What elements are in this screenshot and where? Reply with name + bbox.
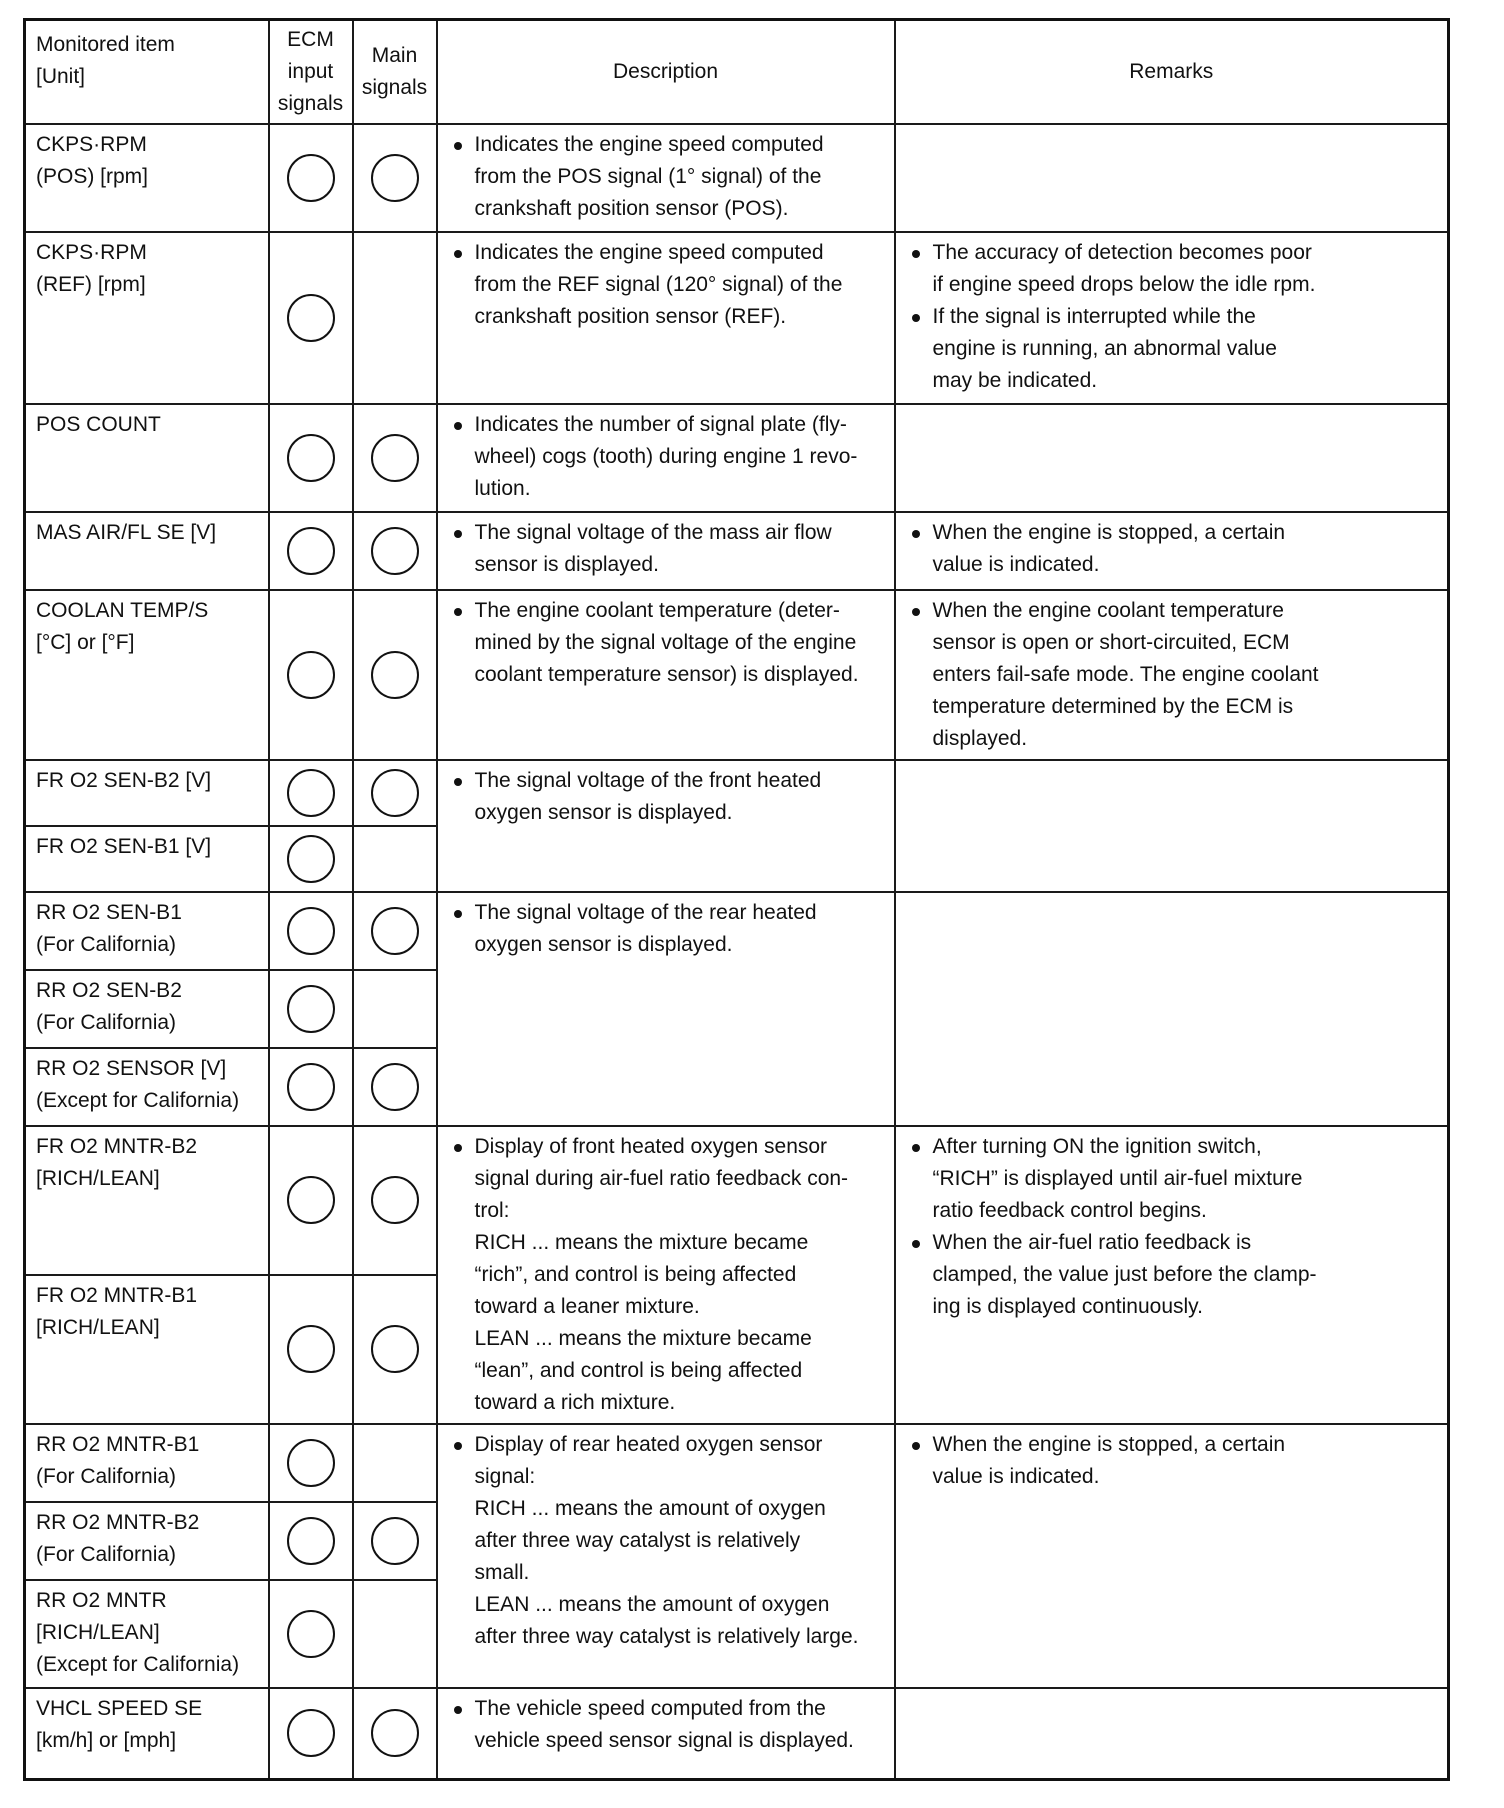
monitored-item-line: MAS AIR/FL SE [V]	[36, 520, 217, 544]
description-cell	[437, 590, 895, 760]
description-text-line: toward a leaner mixture.	[474, 1294, 700, 1318]
description-text-line: LEAN ... means the amount of oxygen	[474, 1592, 830, 1616]
remarks-list	[906, 1429, 1440, 1493]
remarks-text-line: temperature determined by the ECM is	[932, 694, 1294, 718]
main-signal-cell	[353, 1502, 437, 1580]
header-main-signals	[353, 20, 437, 124]
main-signal-cell	[353, 826, 437, 892]
monitored-item-cell	[25, 404, 269, 512]
description-bullet-item	[448, 409, 886, 505]
monitored-item-cell	[25, 1048, 269, 1126]
description-bullet-item	[448, 1693, 886, 1757]
description-bullet-item	[448, 237, 886, 333]
table-row	[25, 1688, 1449, 1780]
monitored-item-line: [km/h] or [mph]	[36, 1728, 177, 1752]
monitored-item-line: RR O2 MNTR-B1	[36, 1432, 200, 1456]
ecm-input-signal-circle-icon	[287, 1439, 335, 1487]
description-list	[448, 595, 886, 691]
main-signal-cell	[353, 1126, 437, 1275]
ecm-input-signal-cell	[269, 892, 353, 970]
description-text-line: Indicates the engine speed computed	[474, 240, 824, 264]
description-text-line: from the REF signal (120° signal) of the	[474, 272, 843, 296]
description-text-line: signal during air-fuel ratio feedback con-	[474, 1166, 849, 1190]
table-row	[25, 124, 1449, 232]
monitored-item-cell	[25, 892, 269, 970]
remarks-text-line: When the air-fuel ratio feedback is	[932, 1230, 1252, 1254]
monitored-item-cell	[25, 512, 269, 590]
monitored-item-line: RR O2 SEN-B2	[36, 978, 182, 1002]
description-list	[448, 1429, 886, 1653]
remarks-cell	[895, 512, 1449, 590]
description-text-line: The vehicle speed computed from the	[474, 1696, 826, 1720]
table-row	[25, 892, 1449, 970]
table-row	[25, 760, 1449, 826]
remarks-text-line: may be indicated.	[932, 368, 1098, 392]
monitored-item-cell	[25, 970, 269, 1048]
ecm-input-signal-circle-icon	[287, 1517, 335, 1565]
monitored-item-line: FR O2 MNTR-B2	[36, 1134, 198, 1158]
remarks-text-line: After turning ON the ignition switch,	[932, 1134, 1262, 1158]
description-bullet-item	[448, 897, 886, 961]
remarks-text-line: ing is displayed continuously.	[932, 1294, 1203, 1318]
header-ecm-line: ECM	[287, 27, 334, 51]
ecm-input-signal-cell	[269, 512, 353, 590]
description-cell	[437, 892, 895, 1126]
ecm-input-signal-circle-icon	[287, 1325, 335, 1373]
remarks-text-line: When the engine is stopped, a certain	[932, 1432, 1286, 1456]
remarks-bullet-item	[906, 1131, 1440, 1227]
monitored-item-line: RR O2 MNTR-B2	[36, 1510, 200, 1534]
monitored-item-cell	[25, 1580, 269, 1688]
monitored-item-cell	[25, 124, 269, 232]
description-list	[448, 237, 886, 333]
monitored-item-cell	[25, 760, 269, 826]
main-signal-circle-icon	[371, 769, 419, 817]
ecm-input-signal-circle-icon	[287, 1709, 335, 1757]
monitored-item-line: (REF) [rpm]	[36, 272, 146, 296]
ecm-input-signal-circle-icon	[287, 1610, 335, 1658]
main-signal-cell	[353, 760, 437, 826]
monitored-item-cell	[25, 826, 269, 892]
ecm-input-signal-cell	[269, 1275, 353, 1424]
description-text-line: “lean”, and control is being affected	[474, 1358, 803, 1382]
description-list	[448, 517, 886, 581]
main-signal-circle-icon	[371, 1325, 419, 1373]
description-cell	[437, 1424, 895, 1688]
ecm-input-signal-circle-icon	[287, 651, 335, 699]
remarks-text-line: value is indicated.	[932, 552, 1100, 576]
monitored-item-line: COOLAN TEMP/S	[36, 598, 209, 622]
remarks-bullet-item	[906, 301, 1440, 397]
monitored-item-line: (Except for California)	[36, 1652, 240, 1676]
description-cell	[437, 124, 895, 232]
description-text-line: Indicates the engine speed computed	[474, 132, 824, 156]
main-signal-cell	[353, 1275, 437, 1424]
description-text-line: wheel) cogs (tooth) during engine 1 revo-	[474, 444, 858, 468]
header-item-line: Monitored item	[36, 33, 175, 56]
ecm-input-signal-cell	[269, 1048, 353, 1126]
ecm-input-signal-circle-icon	[287, 154, 335, 202]
monitored-item-line: (For California)	[36, 1464, 177, 1488]
monitored-item-cell	[25, 1502, 269, 1580]
description-bullet-item	[448, 129, 886, 225]
main-signal-circle-icon	[371, 1517, 419, 1565]
description-text-line: RICH ... means the amount of oxygen	[474, 1496, 826, 1520]
description-text-line: from the POS signal (1° signal) of the	[474, 164, 822, 188]
main-signal-circle-icon	[371, 1063, 419, 1111]
monitored-item-cell	[25, 1275, 269, 1424]
ecm-input-signal-cell	[269, 1126, 353, 1275]
description-list	[448, 129, 886, 225]
description-cell	[437, 404, 895, 512]
main-signal-circle-icon	[371, 1176, 419, 1224]
remarks-text-line: The accuracy of detection becomes poor	[932, 240, 1312, 264]
remarks-cell	[895, 124, 1449, 232]
remarks-bullet-item	[906, 1429, 1440, 1493]
description-text-line: sensor is displayed.	[474, 552, 659, 576]
remarks-text-line: sensor is open or short-circuited, ECM	[932, 630, 1290, 654]
ecm-input-signal-circle-icon	[287, 1063, 335, 1111]
monitored-item-line: (POS) [rpm]	[36, 164, 149, 188]
description-text-line: oxygen sensor is displayed.	[474, 932, 733, 956]
monitored-item-line: [°C] or [°F]	[36, 630, 135, 654]
description-text-line: after three way catalyst is relatively	[474, 1528, 801, 1552]
remarks-text-line: When the engine is stopped, a certain	[932, 520, 1286, 544]
description-cell	[437, 760, 895, 892]
header-row	[25, 20, 1449, 124]
remarks-cell	[895, 232, 1449, 404]
monitored-item-line: CKPS·RPM	[36, 240, 147, 264]
remarks-list	[906, 237, 1440, 397]
description-text-line: small.	[474, 1560, 530, 1584]
remarks-list	[906, 1131, 1440, 1323]
main-signal-cell	[353, 1580, 437, 1688]
header-monitored-item	[25, 20, 269, 124]
ecm-input-signal-circle-icon	[287, 769, 335, 817]
header-ecm-line: input	[287, 59, 334, 83]
main-signal-cell	[353, 124, 437, 232]
remarks-text-line: if engine speed drops below the idle rpm.	[932, 272, 1316, 296]
description-text-line: after three way catalyst is relatively large.	[474, 1624, 859, 1648]
description-text-line: Indicates the number of signal plate (fly-	[474, 412, 847, 436]
header-unit-line: [Unit]	[36, 65, 86, 88]
description-text-line: crankshaft position sensor (POS).	[474, 196, 789, 220]
description-bullet-item	[448, 1429, 886, 1653]
main-signal-cell	[353, 404, 437, 512]
description-list	[448, 409, 886, 505]
remarks-cell	[895, 892, 1449, 1126]
main-signal-cell	[353, 590, 437, 760]
main-signal-circle-icon	[371, 907, 419, 955]
description-text-line: trol:	[474, 1198, 510, 1222]
description-text-line: The signal voltage of the rear heated	[474, 900, 817, 924]
header-ecm-line: signals	[277, 91, 344, 115]
main-signal-cell	[353, 1688, 437, 1780]
table-row	[25, 404, 1449, 512]
monitored-item-cell	[25, 232, 269, 404]
description-text-line: crankshaft position sensor (REF).	[474, 304, 787, 328]
description-text-line: “rich”, and control is being affected	[474, 1262, 797, 1286]
description-text-line: The engine coolant temperature (deter-	[474, 598, 840, 622]
description-text-line: coolant temperature sensor) is displayed.	[474, 662, 859, 686]
remarks-text-line: ratio feedback control begins.	[932, 1198, 1207, 1222]
description-cell	[437, 1688, 895, 1780]
monitor-item-table-container	[23, 18, 1447, 1781]
monitored-item-line: FR O2 SEN-B1 [V]	[36, 834, 212, 858]
monitored-item-cell	[25, 1126, 269, 1275]
monitored-item-cell	[25, 590, 269, 760]
monitored-item-line: VHCL SPEED SE	[36, 1696, 203, 1720]
description-text-line: toward a rich mixture.	[474, 1390, 676, 1414]
main-signal-circle-icon	[371, 651, 419, 699]
table-row	[25, 232, 1449, 404]
remarks-cell	[895, 1424, 1449, 1688]
remarks-cell	[895, 760, 1449, 892]
table-body	[25, 124, 1449, 1780]
ecm-input-signal-cell	[269, 826, 353, 892]
main-signal-circle-icon	[371, 154, 419, 202]
monitor-item-table	[23, 18, 1450, 1781]
monitored-item-cell	[25, 1688, 269, 1780]
description-text-line: Display of rear heated oxygen sensor	[474, 1432, 823, 1456]
monitored-item-line: FR O2 SEN-B2 [V]	[36, 768, 212, 792]
description-bullet-item	[448, 765, 886, 829]
header-main-line: Main	[371, 43, 418, 67]
ecm-input-signal-cell	[269, 1424, 353, 1502]
remarks-cell	[895, 590, 1449, 760]
header-main-line: signals	[361, 75, 428, 99]
remarks-cell	[895, 1126, 1449, 1424]
description-list	[448, 897, 886, 961]
ecm-input-signal-cell	[269, 970, 353, 1048]
ecm-input-signal-cell	[269, 1502, 353, 1580]
table-row	[25, 590, 1449, 760]
description-list	[448, 1693, 886, 1757]
main-signal-circle-icon	[371, 527, 419, 575]
main-signal-circle-icon	[371, 1709, 419, 1757]
main-signal-cell	[353, 1424, 437, 1502]
ecm-input-signal-cell	[269, 760, 353, 826]
monitored-item-line: POS COUNT	[36, 412, 161, 436]
description-text-line: vehicle speed sensor signal is displayed.	[474, 1728, 854, 1752]
main-signal-cell	[353, 1048, 437, 1126]
monitored-item-line: [RICH/LEAN]	[36, 1620, 160, 1644]
description-list	[448, 765, 886, 829]
table-row	[25, 512, 1449, 590]
remarks-text-line: value is indicated.	[932, 1464, 1100, 1488]
remarks-text-line: displayed.	[932, 726, 1028, 750]
header-description: Description	[437, 20, 895, 124]
monitored-item-line: FR O2 MNTR-B1	[36, 1283, 198, 1307]
monitored-item-line: RR O2 SEN-B1	[36, 900, 182, 924]
table-row	[25, 1424, 1449, 1502]
description-text-line: signal:	[474, 1464, 536, 1488]
remarks-text-line: If the signal is interrupted while the	[932, 304, 1256, 328]
monitored-item-line: (For California)	[36, 932, 177, 956]
monitored-item-line: [RICH/LEAN]	[36, 1166, 160, 1190]
monitored-item-line: [RICH/LEAN]	[36, 1315, 160, 1339]
remarks-bullet-item	[906, 595, 1440, 755]
ecm-input-signal-cell	[269, 124, 353, 232]
main-signal-cell	[353, 232, 437, 404]
ecm-input-signal-circle-icon	[287, 985, 335, 1033]
remarks-text-line: enters fail-safe mode. The engine coolant	[932, 662, 1319, 686]
description-text-line: The signal voltage of the mass air flow	[474, 520, 832, 544]
main-signal-circle-icon	[371, 434, 419, 482]
main-signal-cell	[353, 512, 437, 590]
remarks-text-line: engine is running, an abnormal value	[932, 336, 1277, 360]
description-bullet-item	[448, 517, 886, 581]
ecm-input-signal-circle-icon	[287, 434, 335, 482]
description-text-line: RICH ... means the mixture became	[474, 1230, 809, 1254]
ecm-input-signal-cell	[269, 404, 353, 512]
remarks-list	[906, 517, 1440, 581]
main-signal-cell	[353, 970, 437, 1048]
ecm-input-signal-circle-icon	[287, 1176, 335, 1224]
ecm-input-signal-cell	[269, 590, 353, 760]
ecm-input-signal-cell	[269, 1580, 353, 1688]
description-text-line: LEAN ... means the mixture became	[474, 1326, 812, 1350]
monitored-item-line: (For California)	[36, 1542, 177, 1566]
ecm-input-signal-circle-icon	[287, 294, 335, 342]
remarks-text-line: When the engine coolant temperature	[932, 598, 1284, 622]
monitored-item-line: CKPS·RPM	[36, 132, 147, 156]
remarks-text-line: clamped, the value just before the clamp-	[932, 1262, 1317, 1286]
ecm-input-signal-cell	[269, 232, 353, 404]
remarks-cell	[895, 404, 1449, 512]
ecm-input-signal-circle-icon	[287, 527, 335, 575]
remarks-cell	[895, 1688, 1449, 1780]
remarks-bullet-item	[906, 1227, 1440, 1323]
ecm-input-signal-circle-icon	[287, 907, 335, 955]
description-bullet-item	[448, 1131, 886, 1419]
monitored-item-line: RR O2 SENSOR [V]	[36, 1056, 227, 1080]
header-ecm-input-signals	[269, 20, 353, 124]
monitored-item-cell	[25, 1424, 269, 1502]
description-cell	[437, 232, 895, 404]
table-row	[25, 1126, 1449, 1275]
description-list	[448, 1131, 886, 1419]
description-text-line: mined by the signal voltage of the engine	[474, 630, 857, 654]
monitored-item-line: RR O2 MNTR	[36, 1588, 167, 1612]
main-signal-cell	[353, 892, 437, 970]
description-text-line: The signal voltage of the front heated	[474, 768, 822, 792]
ecm-input-signal-cell	[269, 1688, 353, 1780]
description-text-line: lution.	[474, 476, 531, 500]
description-bullet-item	[448, 595, 886, 691]
remarks-bullet-item	[906, 237, 1440, 301]
remarks-list	[906, 595, 1440, 755]
monitored-item-line: (For California)	[36, 1010, 177, 1034]
remarks-bullet-item	[906, 517, 1440, 581]
description-cell	[437, 1126, 895, 1424]
description-text-line: Display of front heated oxygen sensor	[474, 1134, 828, 1158]
header-remarks: Remarks	[895, 20, 1449, 124]
ecm-input-signal-circle-icon	[287, 835, 335, 883]
remarks-text-line: “RICH” is displayed until air-fuel mixture	[932, 1166, 1303, 1190]
description-cell	[437, 512, 895, 590]
description-text-line: oxygen sensor is displayed.	[474, 800, 733, 824]
monitored-item-line: (Except for California)	[36, 1088, 240, 1112]
